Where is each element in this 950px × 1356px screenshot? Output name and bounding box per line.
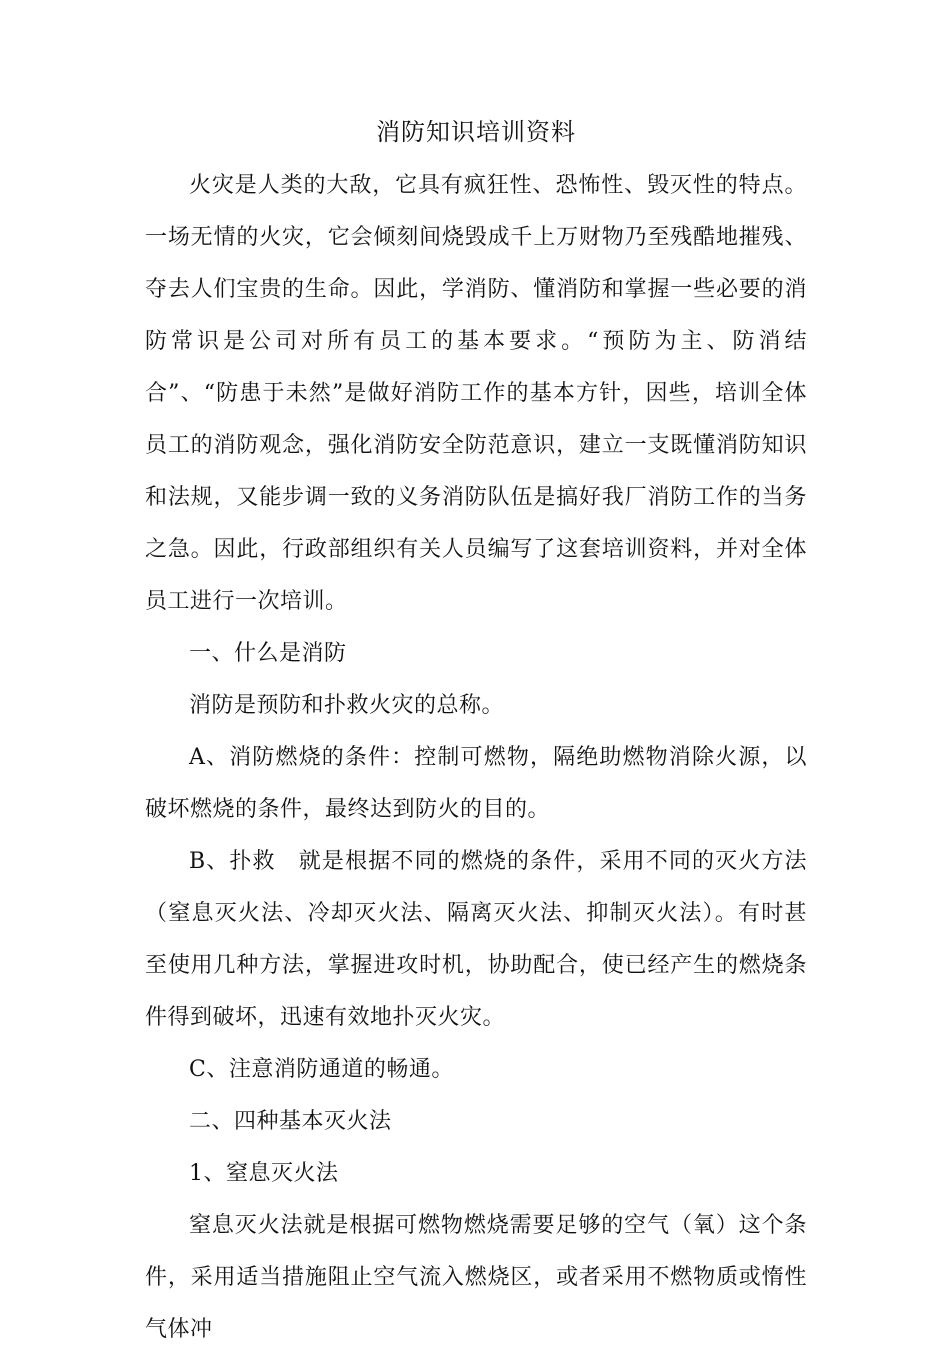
paragraph-item-c: C、注意消防通道的畅通。: [189, 1057, 454, 1082]
paragraph-intro: 火灾是人类的大敌，它具有疯狂性、恐怖性、毁灭性的特点。一场无情的火灾，它会倾刻间烧毁成千上万财物乃至残酷地摧残、夺去人们宝贵的生命。因此，学消防、懂消防和掌握一些必要的消防常识是公司对所有员工的基本要求。“预防为主、防消结合”、“防患于未然”是做好消防工作的基本方针，因些，培训全体员工的消防观念，强化消防安全防范意识，建立一支既懂消防知识和法规，又能步调一致的义务消防队伍是搞好我厂消防工作的当务之急。因此，行政部组织有关人员编写了这套培训资料，并对全体员工进行一次培训。: [145, 173, 807, 614]
paragraph-definition: 消防是预防和扑救火灾的总称。: [189, 693, 505, 718]
paragraph-item-a: A、消防燃烧的条件：控制可燃物，隔绝助燃物消除火源，以破坏燃烧的条件，最终达到防火的目的。: [145, 745, 807, 822]
document-title: 消防知识培训资料: [376, 118, 576, 146]
section-heading-four-methods: 二、四种基本灭火法: [189, 1109, 392, 1134]
subheading-suffocation-method: 1、窒息灭火法: [189, 1161, 339, 1186]
paragraph-item-b: B、扑救 就是根据不同的燃烧的条件，采用不同的灭火方法（窒息灭火法、冷却灭火法、隔离灭火法、抑制灭火法）。有时甚至使用几种方法，掌握进攻时机，协助配合，使已经产生的燃烧条件得到破坏，迅速有效地扑灭火灾。: [145, 849, 807, 1030]
paragraph-suffocation-method: 窒息灭火法就是根据可燃物燃烧需要足够的空气（氧）这个条件，采用适当措施阻止空气流入燃烧区，或者采用不燃物质或惰性气体冲: [145, 1213, 807, 1342]
document-body: [145, 112, 807, 1356]
section-heading-what-is-fire-protection: 一、什么是消防: [189, 641, 347, 666]
